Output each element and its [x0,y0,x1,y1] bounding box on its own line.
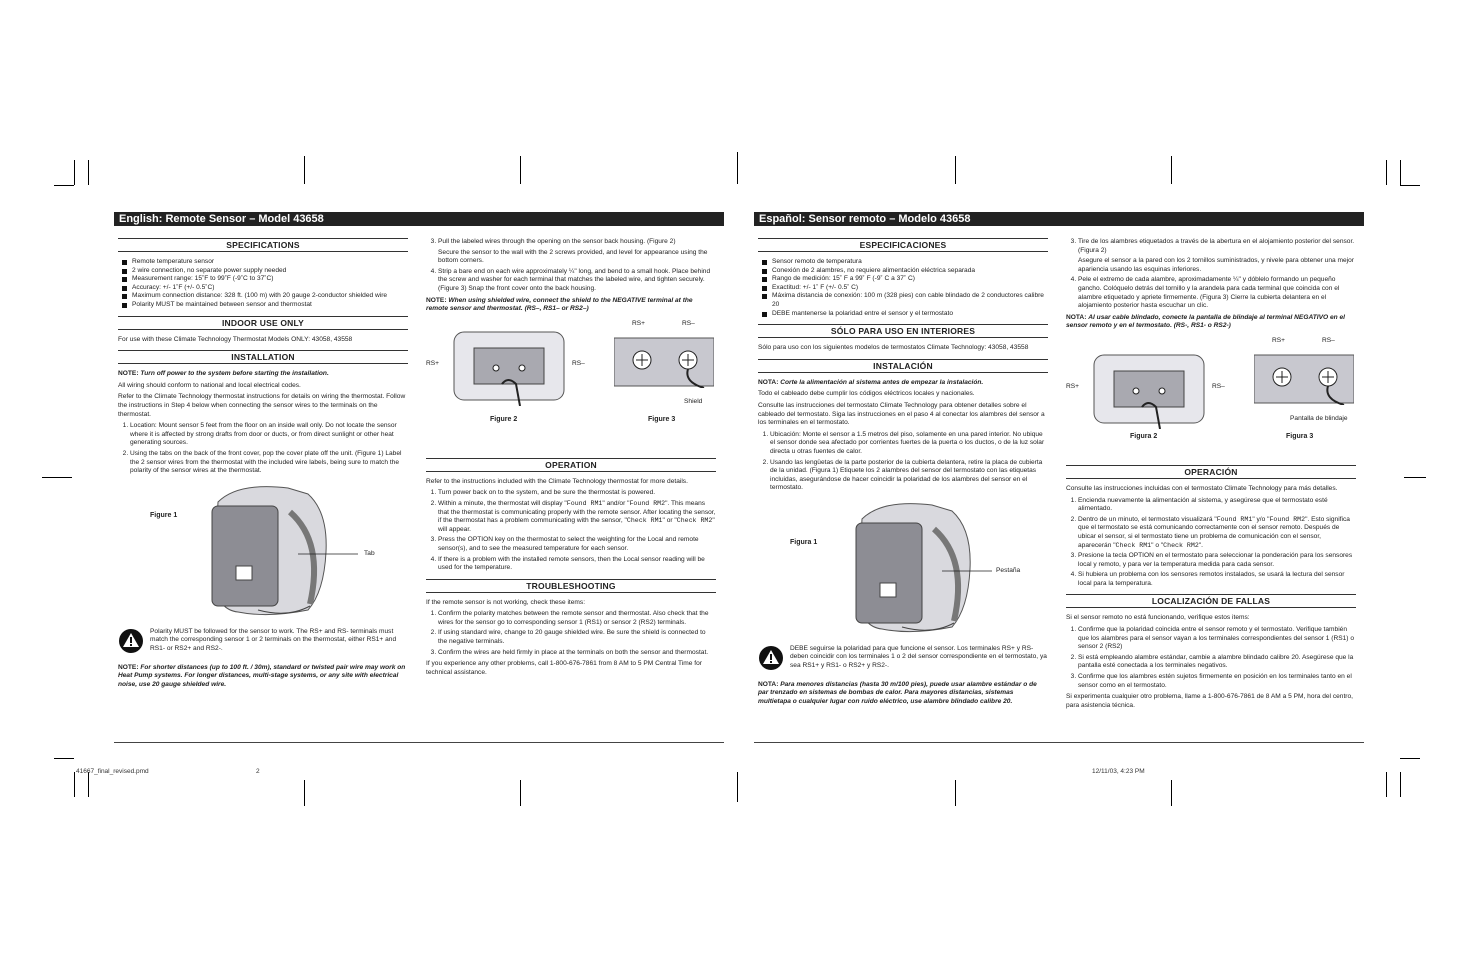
right-column [426,238,716,680]
spec-list [758,258,1048,318]
spanish-page [754,212,1364,743]
list-item: 1. Encienda nuevamente la alimentación al sistema, y asegúrese que el termostato esté alimentado. [1078,497,1356,514]
troubleshooting-steps [1066,626,1356,690]
rs-plus-label: RS+ [1272,336,1286,344]
figure-caption: Figure 2 [490,415,518,423]
paragraph: For use with these Climate Technology Thermostat Models ONLY: 43058, 43558 [118,335,353,343]
paragraph: Refer to the instructions included with the Climate Technology thermostat for more details. [426,477,688,485]
page-title: English: Remote Sensor – Model 43658 [114,212,724,226]
rs-plus-label: RS+ [1066,382,1080,390]
footer-file: 41667_final_revised.pmd [76,768,149,775]
warning-text: Polarity MUST be followed for the sensor to work. The RS+ and RS- terminals must match the corresponding sensor 1 or 2 terminals on the thermostat, either RS1+ and RS1- or RS2+ and RS2-. [150,627,397,652]
warning-icon [118,628,144,654]
tab-label: Tab [364,549,375,557]
sensor-cover-illustration [198,482,358,620]
list-item: Measurement range: 15˚F to 99˚F (-9˚C to 37˚C) [118,275,408,284]
operation-steps [1066,497,1356,589]
paragraph: Si experimenta cualquier otro problema, llame a 1-800-676-7861 de 8 AM a 5 PM, hora del centro, para asistencia técnica. [1066,693,1353,709]
note-text: Al usar cable blindado, conecte la pantalla de blindaje al terminal NEGATIVO en el sensor remoto y en el termostato. (RS-, RS1- o RS2-) [1066,313,1345,330]
list-item: Conexión de 2 alambres, no requiere alimentación eléctrica separada [758,267,1048,276]
note-text: For shorter distances (up to 100 ft. / 30m), standard or twisted pair wire may work on Heat Pump systems. For longer distances, multi-stage systems, or any site with electrical noise, use 20 gauge shielded wire. [118,663,406,688]
install-steps [758,431,1048,493]
right-column [1066,238,1356,713]
shield-label: Shield [684,397,703,405]
note-label: NOTA: [758,378,779,386]
list-item: 2. Dentro de un minuto, el termostato visualizará "Found RM1" y/o "Found RM2". Esto significa que el termostato se está comunicando correctamente con el sensor remoto. Después de ubicar el sensor, si el termostato tiene un problema de comunicación con el sensor, aparecerán "Check RM1" o "Check RM2". [1078,516,1356,550]
list-item: Sensor remoto de temperatura [758,258,1048,267]
list-item: 1. Location: Mount sensor 5 feet from the floor on an inside wall only. Do not locate the sensor where it is affected by strong drafts from door or ducts, or from direct sunlight or other heat generating sources. [130,422,408,448]
paragraph: All wiring should conform to national and local electrical codes. [118,381,301,389]
step-subtext: Secure the sensor to the wall with the 2 screws provided, and level for appearance using the bottom corners. [438,248,708,265]
list-item: Rango de medición: 15˚ F a 99˚ F (-9˚ C a 37˚ C) [758,275,1048,284]
list-item [438,238,716,266]
list-item: 3. Confirme que los alambres estén sujetos firmemente en posición en los terminales tanto en el sensor como en el termostato. [1078,673,1356,690]
rs-minus-label: RS– [572,359,585,367]
list-item: 1. Ubicación: Monte el sensor a 1.5 metros del piso, solamente en una pared interior. No ubique el sensor donde sea afectado por corrientes fuertes de la puerta o los ductos, o de la luz solar directa u otras fuentes de calor. [770,431,1048,457]
section-heading: SPECIFICATIONS [118,238,408,252]
warning-block [758,645,1048,675]
operation-steps [426,489,716,572]
step-text: Tire de los alambres etiquetados a través de la abertura en el alojamiento posterior del sensor. (Figura 2) [1078,238,1355,254]
figure-1 [118,482,408,622]
rs-minus-label: RS– [1322,336,1335,344]
list-item: 1. Turn power back on to the system, and be sure the thermostat is powered. [438,489,716,498]
page-title: Español: Sensor remoto – Modelo 43658 [754,212,1364,226]
list-item: 4. Si hubiera un problema con los sensores remotos instalados, se usará la lectura del sensor local para la temperatura. [1078,571,1356,588]
list-item: 2. Si está empleando alambre estándar, cambie a alambre blindado calibre 20. Asegúrese que la pantalla esté conectada a los terminales negativos. [1078,654,1356,671]
warning-text: DEBE seguirse la polaridad para que funcione el sensor. Los terminales RS+ y RS- deben coincidir con los terminales 1 o 2 del sensor correspondiente en el termostato, ya sea RS1+ y RS1- o RS2+ y RS2-. [790,644,1047,670]
list-item: 1. Confirme que la polaridad coincida entre el sensor remoto y el termostato. Verifique también que los alambres para el sensor vayan a los terminales correspondientes del sensor 1 (RS1) o sensor 2 (RS2) [1078,626,1356,652]
sensor-back-illustration [450,326,570,406]
install-steps [118,422,408,476]
paragraph: If the remote sensor is not working, check these items: [426,598,586,606]
section-heading: INDOOR USE ONLY [118,316,408,330]
list-item: Exactitud: +/- 1˚ F (+/- 0.5˚ C) [758,284,1048,293]
list-item: 2. If using standard wire, change to 20 gauge shielded wire. Be sure the shield is connected to the negative terminals. [438,629,716,646]
section-heading: INSTALACIÓN [758,359,1048,373]
terminal-illustration [1254,349,1354,405]
list-item: 4. If there is a problem with the installed remote sensors, then the Local sensor reading will be used for the temperature. [438,556,716,573]
section-heading: TROUBLESHOOTING [426,579,716,593]
rs-plus-label: RS+ [426,359,440,367]
list-item [1078,238,1356,274]
figure-1 [758,499,1048,639]
paragraph: Sólo para uso con los siguientes modelos de termostatos Climate Technology: 43058, 43558 [758,344,1029,352]
rs-plus-label: RS+ [632,319,646,327]
footer-date: 12/11/03, 4:23 PM [1092,768,1145,775]
list-item: Polarity MUST be maintained between sensor and thermostat [118,301,408,310]
paragraph: Consulte las instrucciones del termostato Climate Technology para obtener detalles sobre el cableado del termostato. Siga las instrucciones en el paso 4 al conectar los alambres del sensor a los terminales en el termostato. [758,401,1045,427]
paragraph: If you experience any other problems, call 1-800-676-7861 from 8 AM to 5 PM Central Time for technical assistance. [426,660,702,676]
sensor-cover-illustration [842,499,1002,637]
tab-label: Pestaña [996,566,1021,574]
list-item: Máxima distancia de conexión: 100 m (328 pies) con cable blindado de 2 conductores calibre 20 [758,292,1048,309]
figure-caption: Figura 2 [1130,432,1158,440]
left-column [758,238,1048,710]
rs-minus-label: RS– [682,319,695,327]
shield-label: Pantalla de blindaje [1290,414,1348,422]
list-item: 2. Usando las lengüetas de la parte posterior de la cubierta delantera, retire la placa de cubierta de la unidad. (Figura 1) Etiquete los 2 alambres del sensor del termostato con las etiquetas incluidas, asegurándose de hacer coincidir la polaridad de los alambres del sensor en el termostato. [770,459,1048,493]
list-item: Remote temperature sensor [118,258,408,267]
install-steps-cont [426,238,716,294]
list-item: Maximum connection distance: 328 ft. (100 m) with 20 gauge 2-conductor shielded wire [118,292,408,301]
spec-list [118,258,408,310]
warning-icon [758,645,784,671]
install-steps-cont [1066,238,1356,311]
rs-minus-label: RS– [1212,382,1225,390]
step-subtext: Asegure el sensor a la pared con los 2 tornillos suministrados, y nivele para obtener una mejor apariencia usando las esquinas inferiores. [1078,257,1354,273]
note-label: NOTE: [426,296,447,304]
note-text: Turn off power to the system before starting the installation. [140,370,329,378]
left-column [118,238,408,692]
section-heading: OPERATION [426,458,716,472]
list-item: DEBE mantenerse la polaridad entre el sensor y el termostato [758,310,1048,319]
list-item: 4. Strip a bare end on each wire approximately ¼" long, and bend to a small hook. Place behind the screw and washer for each terminal that matches the labeled wire, and tighten securely. (Figure 3) Snap the front cover onto the back housing. [438,268,716,294]
list-item: Accuracy: +/- 1˚F (+/- 0.5˚C) [118,284,408,293]
list-item: 3. Presione la tecla OPTION en el termostato para seleccionar la ponderación para los sensores local y remoto, y para ver la temperatura medida para cada sensor. [1078,552,1356,569]
paragraph: Consulte las instrucciones incluidas con el termostato Climate Technology para más detalles. [1066,484,1338,492]
note-text: When using shielded wire, connect the shield to the NEGATIVE terminal at the remote sensor and thermostat. (RS–, RS1– or RS2–) [426,296,693,313]
troubleshooting-steps [426,610,716,657]
figure-caption: Figure 1 [150,511,178,519]
list-item: 2. Using the tabs on the back of the front cover, pop the cover plate off the unit. (Figure 1) Label the 2 sensor wires from the thermostat with the included wire labels, being sure to match the polarity of the sensor wires at the thermostat. [130,450,408,476]
list-item: 2 wire connection, no separate power supply needed [118,267,408,276]
section-heading: LOCALIZACIÓN DE FALLAS [1066,594,1356,608]
section-heading: SÓLO PARA USO EN INTERIORES [758,324,1048,338]
step-text: Pull the labeled wires through the opening on the sensor back housing. (Figure 2) [438,238,676,245]
list-item: 3. Press the OPTION key on the thermostat to select the weighting for the Local and remote sensor(s), and to see the measured temperature for each sensor. [438,536,716,553]
english-page [114,212,724,743]
paragraph: Todo el cableado debe cumplir los códigos eléctricos locales y nacionales. [758,390,975,398]
figure-caption: Figura 1 [790,538,818,546]
paragraph: Si el sensor remoto no está funcionando, verifique estos items: [1066,614,1250,622]
terminal-illustration [614,332,714,388]
warning-block [118,628,408,658]
figure-caption: Figura 3 [1286,432,1314,440]
note-label: NOTA: [758,680,779,688]
figure-caption: Figure 3 [648,415,676,423]
section-heading: ESPECIFICACIONES [758,238,1048,252]
note-text: Para menores distancias (hasta 30 m/100 pies), puede usar alambre estándar o de par trenzado en sistemas de bombas de calor. Para mayores distancias, sistemas multietapa o cualquier lugar con ruido eléctrico, use alambre blindado calibre 20. [758,680,1037,706]
figures-2-3 [426,320,716,440]
paragraph: Refer to the Climate Technology thermostat instructions for details on wiring the thermostat. Follow the instructions in Step 4 below when connecting the sensor wires to the terminals on the thermostat. [118,393,406,418]
section-heading: OPERACIÓN [1066,465,1356,479]
figures-2-3 [1066,337,1356,457]
section-heading: INSTALLATION [118,350,408,364]
note-label: NOTE: [118,370,139,378]
list-item: 3. Confirm the wires are held firmly in place at the terminals on both the sensor and thermostat. [438,649,716,658]
note-text: Corte la alimentación al sistema antes de empezar la instalación. [780,378,984,386]
note-label: NOTE: [118,663,139,671]
list-item: 4. Pele el extremo de cada alambre, aproximadamente ¼" y dóblelo formando un pequeño gancho. Colóquelo detrás del tornillo y la arandela para cada terminal que coincida con el alambre etiquetado y apriete firmemente. (Figura 3) Cierre la cubierta delantera en el alojamiento posterior hasta escuchar un clic. [1078,276,1356,310]
list-item: 1. Confirm the polarity matches between the remote sensor and thermostat. Also check that the wires for the sensor go to corresponding sensor 1 (RS1) or sensor 2 (RS2) terminals. [438,610,716,627]
list-item: 2. Within a minute, the thermostat will display "Found RM1" and/or "Found RM2". This means that the thermostat is communicating properly with the remote sensor. After locating the sensor, if the thermostat has a problem communicating with the sensor, "Check RM1" or "Check RM2" will appear. [438,500,716,534]
note-label: NOTA: [1066,313,1087,321]
footer-page: 2 [256,768,260,775]
sensor-back-illustration [1090,349,1210,429]
